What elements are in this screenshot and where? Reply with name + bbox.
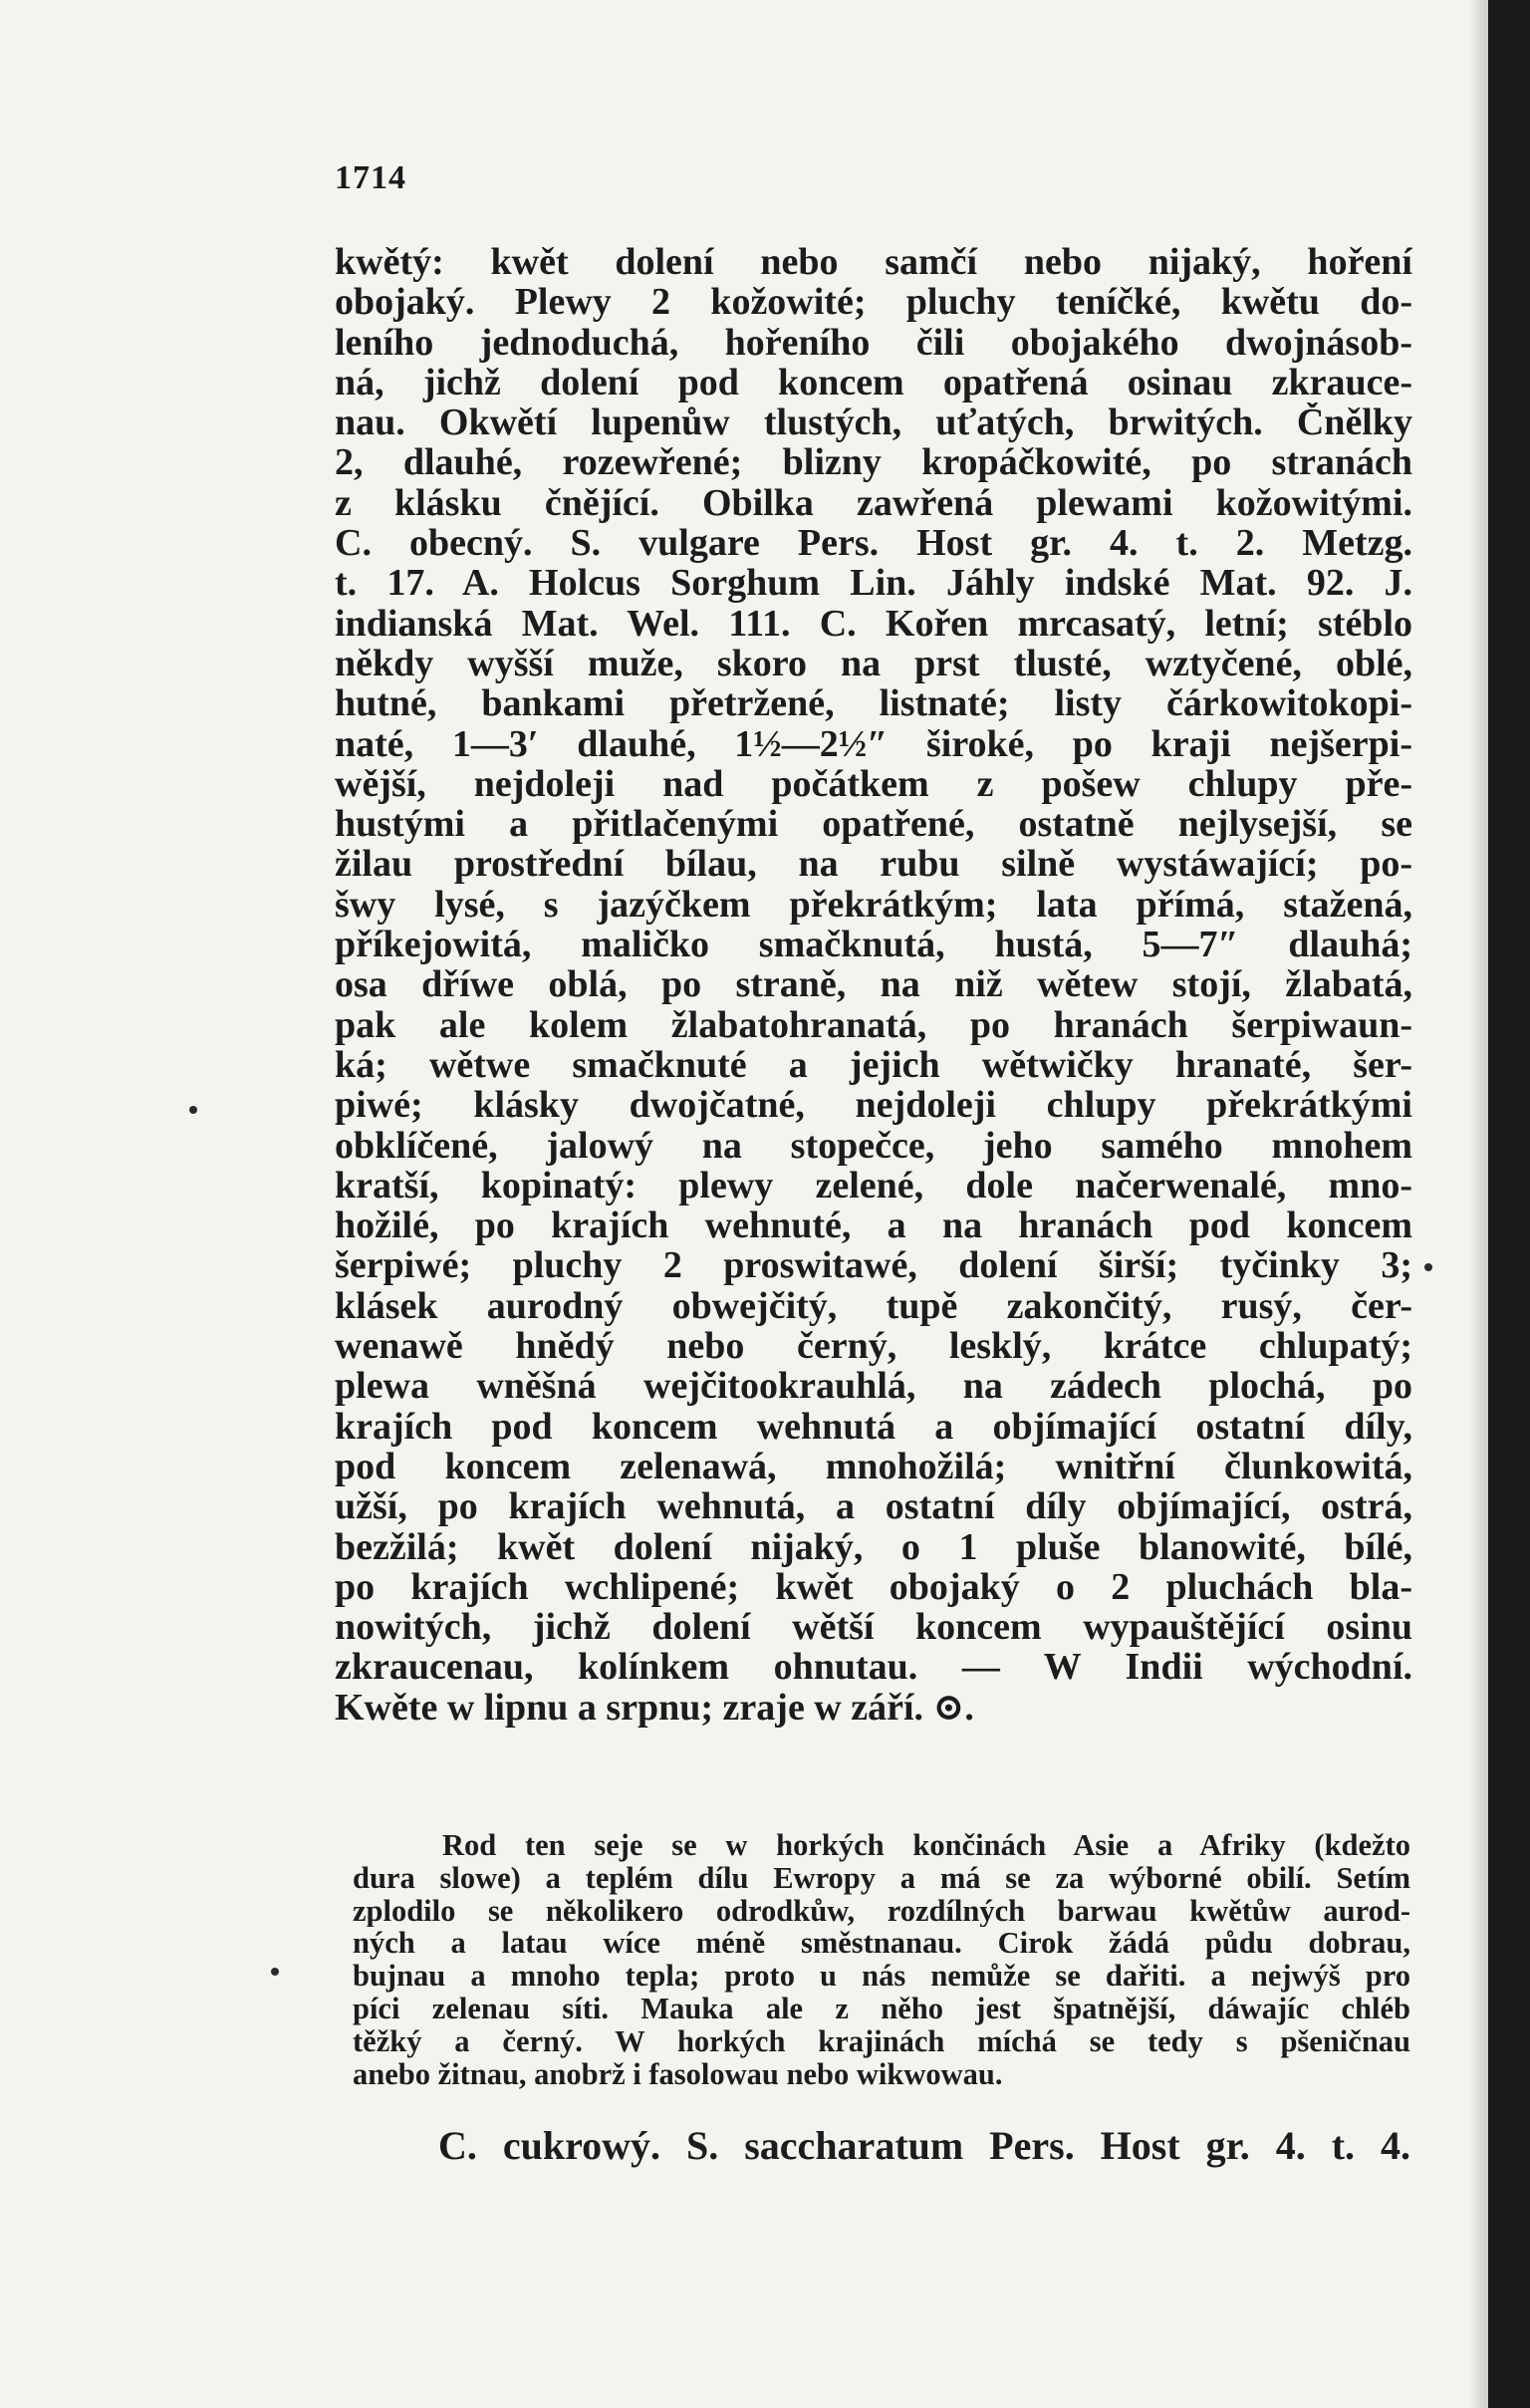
species-heading-line: C. cukrowý. S. saccharatum Pers. Host gr. 4. t. 4.: [438, 2123, 1410, 2168]
text-line: příkejowitá, maličko smačknutá, hustá, 5—7″ dlauhá;: [335, 925, 1412, 965]
footnote-block: [353, 1829, 1410, 2090]
text-line: žilau prostřední bílau, na rubu silně wystáwající; po-: [335, 844, 1412, 885]
text-line: indianská Mat. Wel. 111. C. Kořen mrcasatý, letní; stéblo: [335, 603, 1412, 644]
footnote-line: ných a latau wíce méně směstnanau. Cirok žádá půdu dobrau,: [353, 1927, 1410, 1961]
text-line: C. obecný. S. vulgare Pers. Host gr. 4. t. 2. Metzg.: [335, 523, 1412, 564]
text-line: hustými a přitlačenými opatřené, ostatně nejlysejší, se: [335, 804, 1412, 845]
text-line: hožilé, po krajích wehnuté, a na hranách pod koncem: [335, 1205, 1412, 1246]
text-line: hutné, bankami přetržené, listnaté; listy čárkowitokopi-: [335, 683, 1412, 724]
footnote-line: Rod ten seje se w horkých končinách Asie a Afriky (kdežto: [442, 1829, 1410, 1862]
text-line: osa dříwe oblá, po straně, na niž wětew stojí, žlabatá,: [335, 964, 1412, 1005]
text-line: obojaký. Plewy 2 kožowité; pluchy teníčké, kwětu do-: [335, 282, 1412, 323]
text-line: obklíčené, jalowý na stopečce, jeho samého mnohem: [335, 1125, 1412, 1166]
text-line: nau. Okwětí lupenůw tlustých, uťatých, brwitých. Čnělky: [335, 402, 1412, 443]
text-line: Kwěte w lipnu a srpnu; zraje w září. ⊙.: [335, 1687, 974, 1728]
margin-dot: [271, 1968, 279, 1976]
text-line: klásek aurodný obwejčitý, tupě zakončitý, rusý, čer-: [335, 1285, 1412, 1327]
text-line: naté, 1—3′ dlauhé, 1½—2½″ široké, po kraji nejšerpi-: [335, 723, 1412, 764]
text-line: leního jednoduchá, hořeního čili obojakého dwojnásob-: [335, 322, 1412, 363]
footnote-line: těžký a černý. W horkých krajinách míchá se tedy s pšeničnau: [353, 2024, 1410, 2058]
page-number: 1714: [335, 159, 406, 196]
footnote-line: bujnau a mnoho tepla; proto u nás nemůže se dařiti. a nejwýš pro: [353, 1960, 1410, 1993]
text-line: šwy lysé, s jazýčkem překrátkým; lata přímá, stažená,: [335, 884, 1412, 926]
text-line: ná, jichž dolení pod koncem opatřená osinau zkrauce-: [335, 362, 1412, 403]
footnote-line: zplodilo se několikero odrodkůw, rozdílných barwau kwětůw aurod-: [353, 1894, 1410, 1928]
text-line: t. 17. A. Holcus Sorghum Lin. Jáhly indské Mat. 92. J.: [335, 563, 1412, 604]
text-line: bezžilá; kwět dolení nijaký, o 1 pluše blanowité, bílé,: [335, 1526, 1412, 1567]
text-line: kwětý: kwět dolení nebo samčí nebo nijaký, hoření: [335, 242, 1412, 283]
text-line: pod koncem zelenawá, mnohožilá; wnitřní člunkowitá,: [335, 1446, 1412, 1487]
text-line: 2, dlauhé, rozewřené; blizny kropáčkowité, po stranách: [335, 442, 1412, 483]
text-line: užší, po krajích wehnutá, a ostatní díly objímající, ostrá,: [335, 1486, 1412, 1527]
text-line: wější, nejdoleji nad počátkem z pošew chlupy pře-: [335, 763, 1412, 805]
text-line: z klásku čnějící. Obilka zawřená plewami kožowitými.: [335, 482, 1412, 524]
text-line: zkraucenau, kolínkem ohnutau. — W Indii wýchodní.: [335, 1647, 1412, 1688]
margin-dot: [1424, 1263, 1432, 1271]
text-line: šerpiwé; pluchy 2 proswitawé, dolení širší; tyčinky 3;: [335, 1245, 1412, 1286]
text-line: pak ale kolem žlabatohranatá, po hranách šerpiwaun-: [335, 1004, 1412, 1045]
margin-dot: [189, 1106, 197, 1114]
text-line: plewa wněšná wejčitookrauhlá, na zádech plochá, po: [335, 1366, 1412, 1407]
text-line: wenawě hnědý nebo černý, lesklý, krátce chlupatý;: [335, 1326, 1412, 1367]
footnote-line: anebo žitnau, anobrž i fasolowau nebo wikwowau.: [353, 2057, 1003, 2091]
main-text-block: [335, 242, 1412, 1728]
text-line: po krajích wchlipené; kwět obojaký o 2 pluchách bla-: [335, 1566, 1412, 1608]
text-line: ká; wětwe smačknuté a jejich wětwičky hranaté, šer-: [335, 1044, 1412, 1086]
text-line: piwé; klásky dwojčatné, nejdoleji chlupy překrátkými: [335, 1085, 1412, 1126]
footnote-line: píci zelenau síti. Mauka ale z něho jest špatnější, dáwajíc chléb: [353, 1992, 1410, 2025]
page-edge-shadow: [1468, 0, 1488, 2408]
footnote-line: dura slowe) a teplém dílu Ewropy a má se za wýborné obilí. Setím: [353, 1861, 1410, 1895]
text-line: nowitých, jichž dolení wětší koncem wypauštějící osinu: [335, 1607, 1412, 1648]
text-line: kratší, kopinatý: plewy zelené, dole načerwenalé, mno-: [335, 1165, 1412, 1206]
text-line: krajích pod koncem wehnutá a objímající ostatní díly,: [335, 1406, 1412, 1447]
text-line: někdy wyšší muže, skoro na prst tlusté, wztyčené, oblé,: [335, 643, 1412, 684]
